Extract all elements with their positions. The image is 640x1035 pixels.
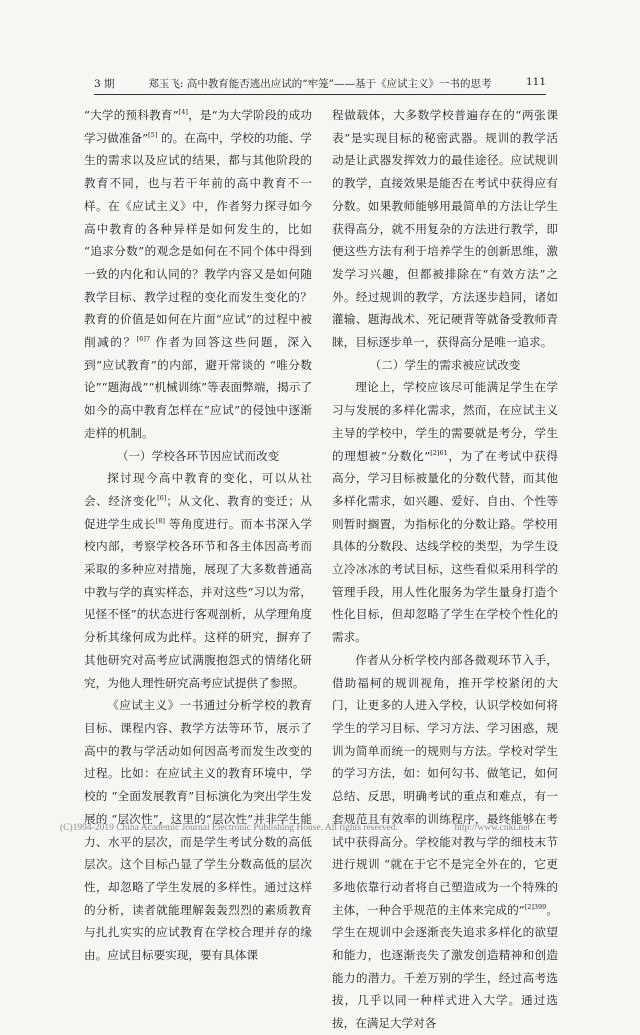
section-subheading-1: （一）学校各环节因应试而改变 [116, 448, 280, 463]
running-header [94, 76, 546, 92]
paragraph-6: 作者从分析学校内部各微观环节入手，借助福柯的规训视角，推开学校紧闭的大门，让更多的人进入学校，认识学校如何将学生的学习目标、学习方法、学习困惑，规训为简单而统一的规则与方法。学校对学生的学习方法，如：如何勾书、做笔记，如何总结、反思，明确考试的重点和难点，有一套规范且有效率的训练程序，最终能够在考试中获得高分。学校能对教与学的细枝末节进行规训 “就在于它不是完全外在的，它更多地依靠行动者将自己塑造成为一个特殊的主体，一种合乎规范的主体来完成的”$^{[2]399}$。学生在规训中会逐渐丧失追求多样化的欲望和能力，也逐渐丧失了激发创造精神和创造能力的潜力。千差万别的学生，经过高考选拔，几乎以同一种样式进入大学。通过选拔，在满足大学对各 [332, 652, 558, 1031]
citation: [2]399 [524, 902, 547, 911]
running-title: 郑玉飞: 高中教育能否逃出应试的“牢笼”——基于《应试主义》一书的思考 [148, 78, 492, 90]
citation: [2]61 [430, 448, 448, 457]
paragraph-3: 《应试主义》一书通过分析学校的教育目标、课程内容、教学方法等环节，展示了高中的教与学活动如何因高考而发生改变的过程。比如：在应试主义的教育环境中，学校的 “全面发展教育”目标演化为突出学生发展的 “层次性”，这里的“层次性”并非学生能力、水平的层次，而是学生考试分数的高低层次。这个目标凸显了学生分数高低的层次性，却忽略了学生发展的多样性。通过这样的分析，读者就能理解轰轰烈烈的素质教育与扎扎实实的应试教育在学校合理并存的缘由。应试目标要实现，要有具体课 [84, 698, 312, 963]
issue-number: 3 期 [94, 78, 115, 90]
footer [60, 823, 580, 833]
citation: [4] [178, 108, 188, 117]
right-column [332, 104, 558, 1035]
citation: [6] [157, 494, 167, 503]
page-number: 111 [525, 76, 546, 88]
copyright-notice: (C)1994-2019 China Academic Journal Electronic Publishing House. All rights reserved. [60, 823, 398, 833]
section-subheading-2: （二）学生的需求被应试改变 [369, 357, 521, 372]
citation: [6]7 [136, 335, 151, 344]
left-column [84, 104, 312, 967]
paragraph-5: 理论上，学校应该尽可能满足学生在学习与发展的多样化需求，然而，在应试主义主导的学校中，学生的需要就是考分，学生的理想被“分数化”$^{[2]61}$，为了在考试中获得高分，学习目标被量化的分数代替，而其他多样化需求，如兴趣、爱好、自由、个性等则暂时搁置，为指标化的分数让路。学校用具体的分数段、达线学校的类型，为学生设立冷冰冰的考试目标，这些看似采用科学的管理手段，用人性化服务为学生量身打造个性化目标，但却忽略了学生在学校个性化的需求。 [332, 380, 558, 645]
footer-url[interactable]: http://www.cnki.net [454, 823, 530, 833]
citation: [5] [148, 130, 158, 139]
header-rule [94, 94, 546, 95]
citation: [8] [155, 516, 165, 525]
paragraph-4: 程做载体，大多数学校普遍存在的“两张课表”是实现目标的秘密武器。规训的教学活动是让武器发挥效力的最佳途径。应试规训的教学，直接效果是能否在考试中获得应有分数。如果教师能够用最简单的方法让学生获得高分，就不用复杂的方法进行教学，即便这些方法有利于培养学生的创新思维，激发学习兴趣，但都被排除在“有效方法”之外。经过规训的教学，方法逐步趋同，诸如灌输、题海战术、死记硬背等就备受教师青睐，目标逐步单一，获得高分是唯一追求。 [332, 108, 558, 350]
paragraph-2: 探讨现今高中教育的变化，可以从社会、经济变化[6]；从文化、教育的变迁；从促进学生成长[8] 等角度进行。而本书深入学校内部，考察学校各环节和各主体因高考而采取的多种应对措施，展现了大多数普通高中教与学的真实样态，并对这些“习以为常，见怪不怪”的状态进行客观剖析，从学理角度分析其缘何成为此样。这样的研究，摒弃了其他研究对高考应试满腹抱怨式的情绪化研究，为他人理性研究高考应试提供了参照。 [84, 471, 312, 690]
paragraph-1: “大学的预科教育”[4]，是“为大学阶段的成功学习做准备”[5] 的。在高中，学校的功能、学生的需求以及应试的结果，都与其他阶段的教育不同，也与若干年前的高中教育不一样。在《应试主义》中，作者努力探寻如今高中教育的各种异样是如何发生的，比如 “追求分数”的观念是如何在不同个体中得到一致的内化和认同的？教学内容又是如何随教学目标、教学过程的变化而发生变化的？教育的价值是如何在片面“应试”的过程中被削减的？$^{[6]7}$ 作者为回答这些问题，深入到“应试教育”的内部，避开常谈的 “唯分数论”“题海战”“机械训练”等表面弊端，揭示了如今的高中教育怎样在“应试”的侵蚀中逐渐走样的机制。 [84, 108, 312, 440]
